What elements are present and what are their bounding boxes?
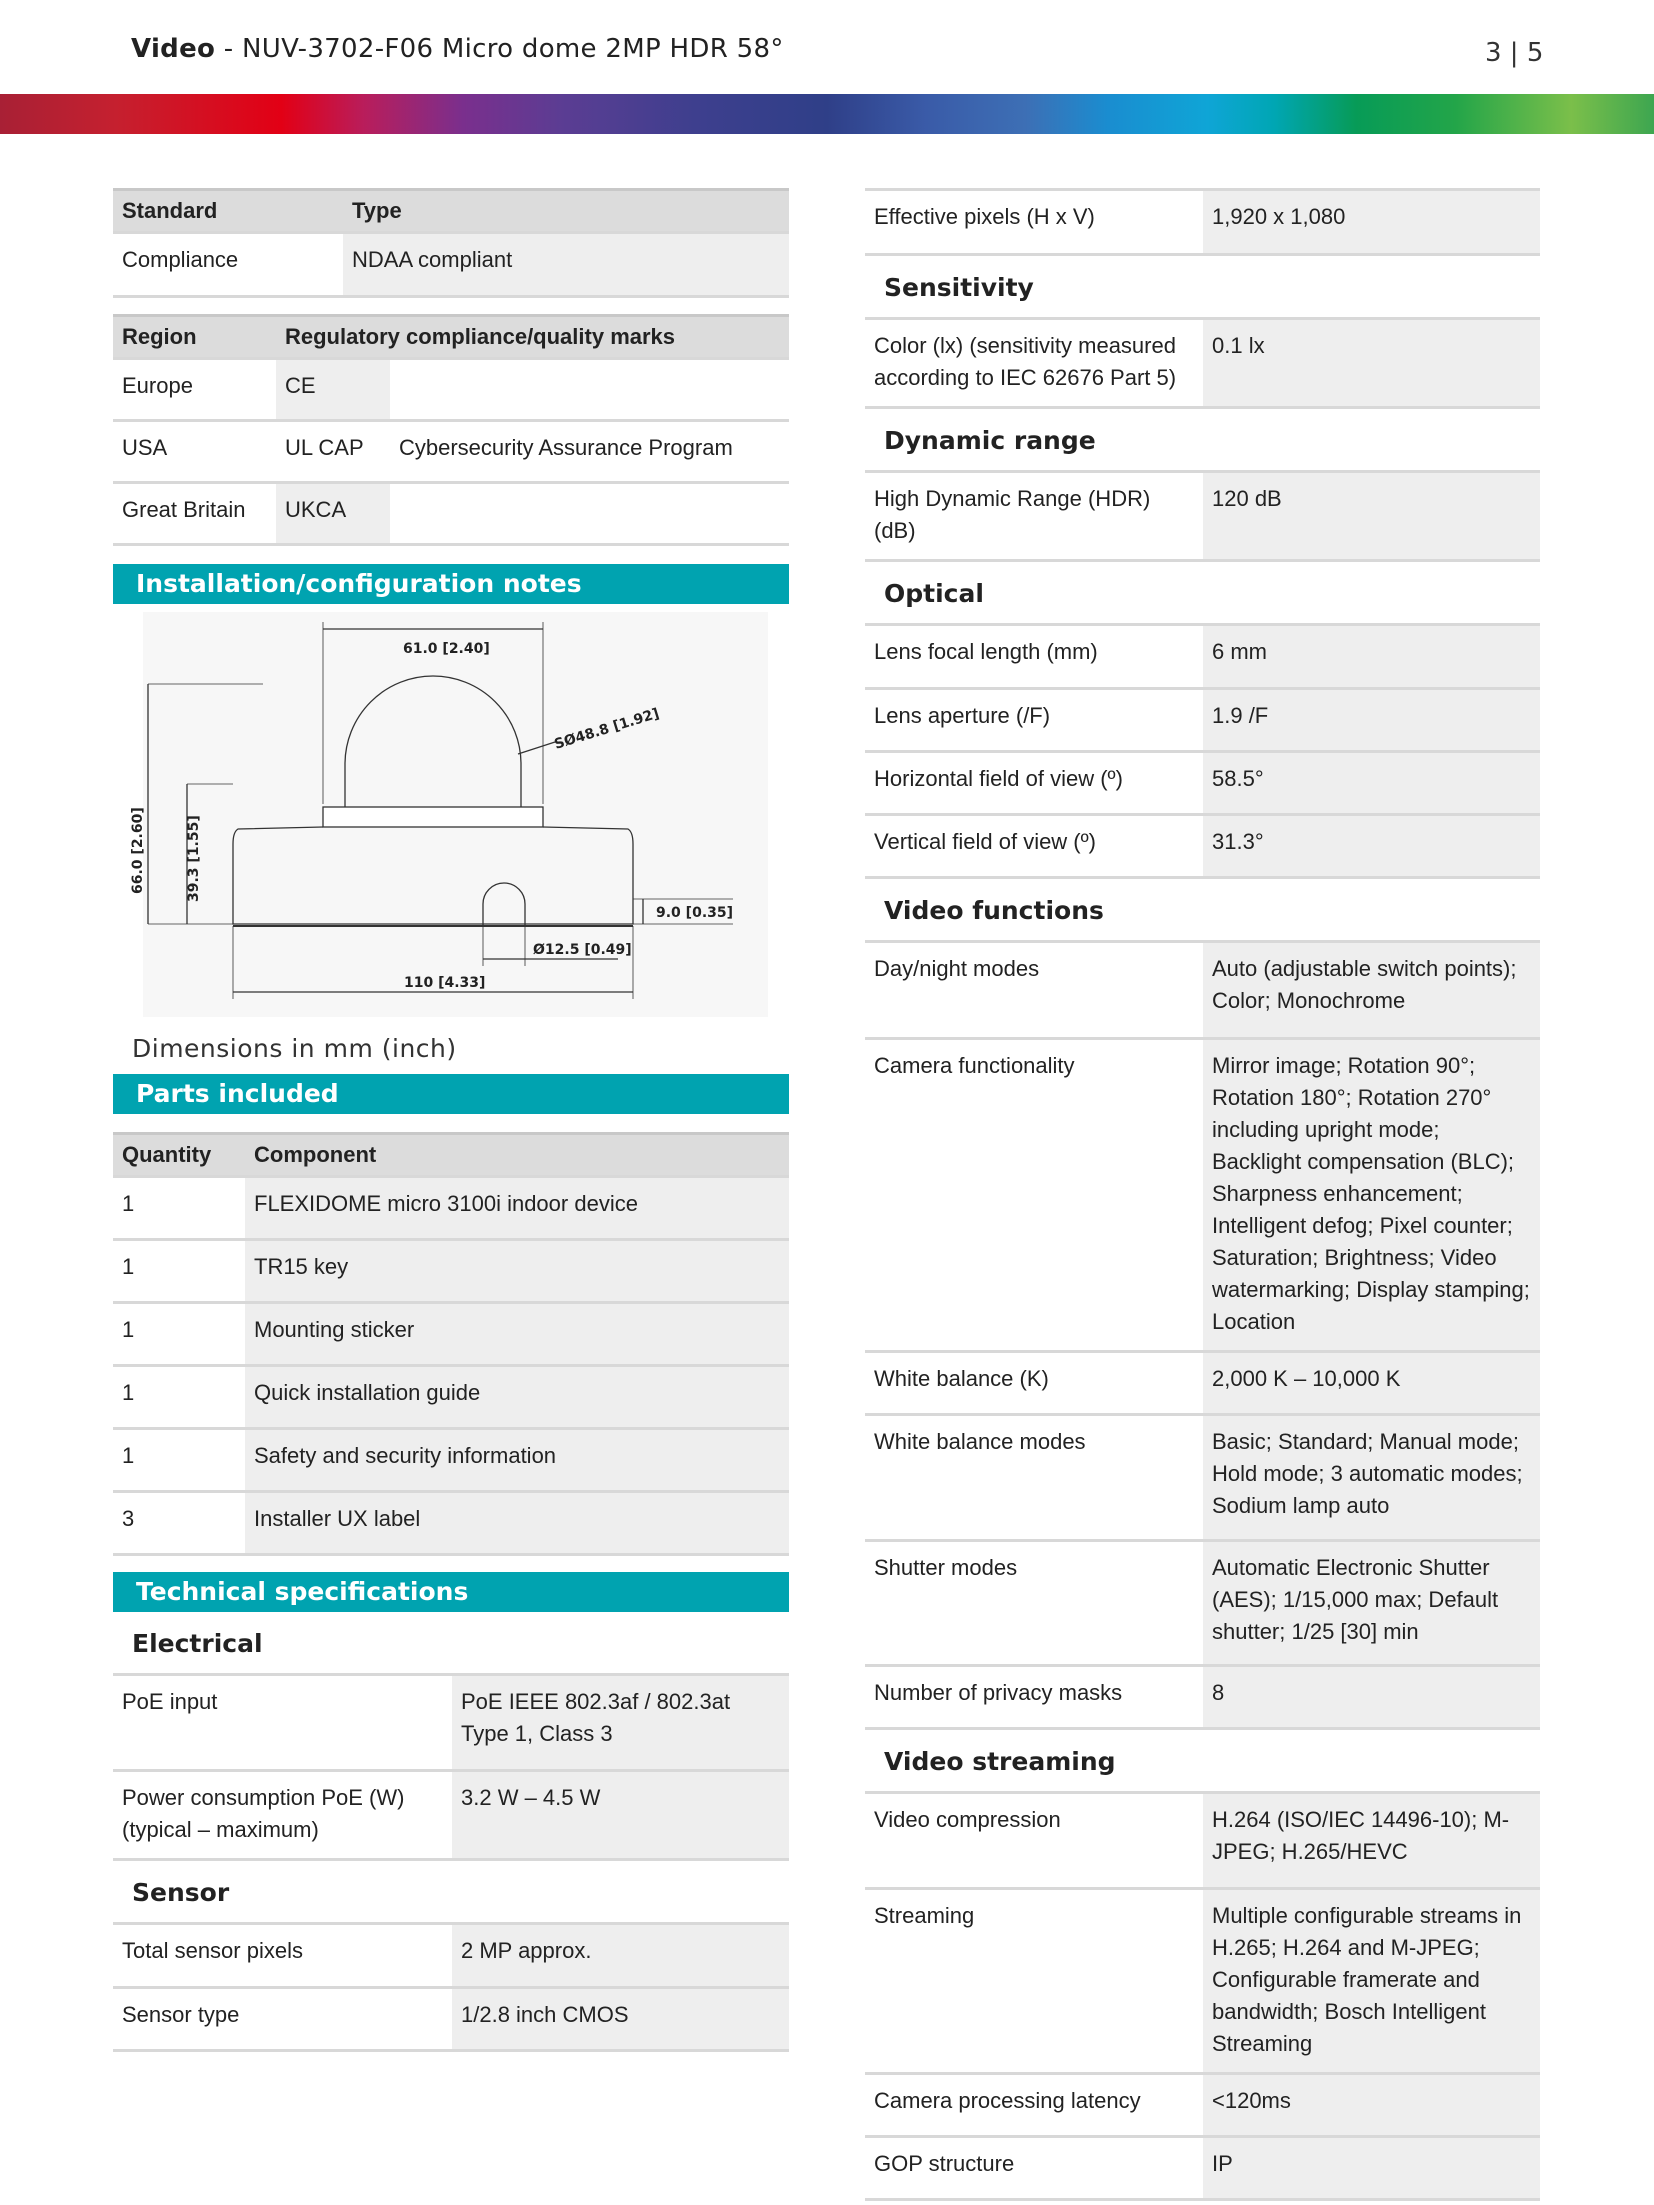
table-cell: Camera processing latency [874, 2088, 1141, 2113]
table-row [113, 1429, 789, 1492]
table-row [113, 359, 789, 421]
dim-side: 9.0 [0.35] [656, 905, 734, 921]
table-row [113, 1303, 789, 1366]
table-cell: NDAA compliant [343, 233, 789, 297]
table-row [865, 689, 1540, 752]
table-cell: 58.5° [1203, 752, 1540, 815]
table-cell: 120 dB [1203, 473, 1540, 561]
table-row [113, 1177, 789, 1240]
table-cell: Cybersecurity Assurance Program [399, 435, 733, 460]
table-cell: TR15 key [245, 1240, 789, 1303]
table-cell: <120ms [1203, 2074, 1540, 2137]
effective-pixels-table [865, 191, 1540, 256]
video-functions-title: Video functions [865, 879, 1540, 943]
table-cell: Mounting sticker [245, 1303, 789, 1366]
table-row [113, 1988, 789, 2051]
table-row [865, 752, 1540, 815]
table-row [865, 626, 1540, 689]
table-cell: Color (lx) (sensitivity measured according to IEC 62676 Part 5) [874, 332, 1177, 390]
dim-dome: SØ48.8 [1.92] [552, 705, 662, 753]
table-header: Quantity [113, 1134, 245, 1177]
brand-color-band [0, 94, 1654, 134]
table-cell: 1,920 x 1,080 [1203, 191, 1540, 254]
video-streaming-title: Video streaming [865, 1730, 1540, 1794]
table-cell: Lens aperture (/F) [874, 703, 1051, 728]
table-cell: Auto (adjustable switch points); Color; Monochrome [1203, 943, 1540, 1038]
table-row [865, 2074, 1540, 2137]
table-cell: Mirror image; Rotation 90°; Rotation 180°; Rotation 270° including upright mode; Backlight compensation (BLC); Sharpness enhancement; Intelligent defog; Pixel counter; Saturation; Brightness; Video watermarking; Display stamping; Location [1203, 1038, 1540, 1351]
table-row [113, 233, 789, 297]
table-cell: Day/night modes [874, 956, 1040, 981]
dimension-drawing [113, 604, 789, 1024]
table-cell: Installer UX label [245, 1492, 789, 1555]
dim-base: 110 [4.33] [404, 975, 486, 991]
table-cell: 6 mm [1203, 626, 1540, 689]
table-row [865, 1351, 1540, 1414]
header-category: Video [131, 34, 216, 64]
table-cell: Streaming [874, 1903, 975, 1928]
table-cell: 8 [1203, 1665, 1540, 1728]
table-row [865, 943, 1540, 1038]
table-cell: 1 [122, 1443, 135, 1468]
table-cell: 1 [122, 1254, 135, 1279]
table-cell: Effective pixels (H x V) [874, 204, 1095, 229]
video-functions-table [865, 943, 1540, 1730]
table-cell: 3.2 W – 4.5 W [452, 1770, 789, 1859]
table-cell: Quick installation guide [245, 1366, 789, 1429]
table-cell: 31.3° [1203, 815, 1540, 878]
right-column [865, 188, 1540, 2201]
table-row [865, 1414, 1540, 1540]
electrical-title: Electrical [113, 1612, 789, 1676]
table-cell: IP [1203, 2137, 1540, 2200]
table-cell: Total sensor pixels [122, 1937, 303, 1963]
sensitivity-table [865, 320, 1540, 409]
table-cell: 2,000 K – 10,000 K [1203, 1351, 1540, 1414]
sensor-table [113, 1925, 789, 2053]
table-header: Standard [113, 190, 343, 233]
table-cell: Basic; Standard; Manual mode; Hold mode; 3 automatic modes; Sodium lamp auto [1203, 1414, 1540, 1540]
video-streaming-table [865, 1794, 1540, 2202]
table-cell: Camera functionality [874, 1052, 1075, 1078]
table-header: Region [113, 316, 276, 359]
dim-top-width: 61.0 [2.40] [403, 641, 490, 657]
table-cell: 1 [122, 1191, 135, 1216]
table-row [865, 1889, 1540, 2074]
sensitivity-title: Sensitivity [865, 256, 1540, 320]
table-cell: GOP structure [874, 2151, 1015, 2176]
table-row [113, 1676, 789, 1770]
table-cell: Great Britain [122, 497, 246, 522]
table-cell: FLEXIDOME micro 3100i indoor device [245, 1177, 789, 1240]
table-row [865, 1665, 1540, 1728]
sensor-title: Sensor [113, 1861, 789, 1925]
optical-title: Optical [865, 562, 1540, 626]
table-header: Regulatory compliance/quality marks [276, 316, 789, 359]
table-row [865, 191, 1540, 254]
table-cell: 1 [122, 1317, 135, 1342]
table-row [113, 1925, 789, 1988]
table-row [113, 1770, 789, 1859]
table-cell: Horizontal field of view (º) [874, 766, 1123, 791]
installation-heading: Installation/configuration notes [113, 564, 789, 604]
table-cell: UL CAP [285, 435, 364, 460]
table-cell: Sensor type [122, 2002, 240, 2027]
table-cell: Power consumption PoE (W) (typical – maximum) [122, 1784, 405, 1842]
table-row [865, 1038, 1540, 1351]
dynamic-range-table [865, 473, 1540, 562]
table-header: Component [245, 1134, 789, 1177]
tech-specs-heading: Technical specifications [113, 1572, 789, 1612]
table-cell: 1/2.8 inch CMOS [452, 1988, 789, 2051]
table-cell: Europe [122, 373, 193, 398]
table-row [113, 483, 789, 545]
table-cell: Video compression [874, 1806, 1061, 1832]
region-table [113, 314, 789, 546]
table-cell: UKCA [276, 483, 390, 545]
table-cell: White balance (K) [874, 1365, 1049, 1391]
table-cell: High Dynamic Range (HDR) (dB) [874, 485, 1151, 543]
table-row [865, 815, 1540, 878]
dynamic-range-title: Dynamic range [865, 409, 1540, 473]
table-cell: 2 MP approx. [452, 1925, 789, 1988]
table-cell: H.264 (ISO/IEC 14496-10); M-JPEG; H.265/HEVC [1203, 1794, 1540, 1889]
optical-table [865, 626, 1540, 880]
table-cell: USA [122, 435, 168, 460]
camera-dimension-drawing [113, 604, 789, 1024]
table-cell: CE [276, 359, 390, 421]
dim-body-height: 39.3 [1.55] [186, 815, 202, 902]
table-header: Type [343, 190, 789, 233]
header-product-title: - NUV-3702-F06 Micro dome 2MP HDR 58° [215, 34, 784, 64]
standard-table [113, 188, 789, 298]
electrical-table [113, 1676, 789, 1861]
table-cell: Compliance [122, 247, 239, 272]
table-cell: 3 [122, 1506, 135, 1531]
table-row [113, 421, 789, 483]
table-row [865, 320, 1540, 408]
table-row [865, 473, 1540, 561]
table-cell: PoE input [122, 1689, 218, 1714]
table-row [113, 1492, 789, 1555]
table-cell: 0.1 lx [1203, 320, 1540, 408]
table-cell: Safety and security information [245, 1429, 789, 1492]
dimensions-caption: Dimensions in mm (inch) [132, 1034, 457, 1063]
table-cell: 1 [122, 1380, 135, 1405]
parts-table [113, 1132, 789, 1556]
table-cell: Lens focal length (mm) [874, 638, 1098, 664]
table-row [865, 1540, 1540, 1665]
page-number: 3 | 5 [1485, 38, 1544, 68]
table-cell: Vertical field of view (º) [874, 829, 1096, 854]
table-cell: Number of privacy masks [874, 1679, 1123, 1705]
table-row [865, 2137, 1540, 2200]
table-cell: Automatic Electronic Shutter (AES); 1/15,000 max; Default shutter; 1/25 [30] min [1203, 1540, 1540, 1665]
table-row [865, 1794, 1540, 1889]
parts-heading: Parts included [113, 1074, 789, 1114]
table-cell: PoE IEEE 802.3af / 802.3at Type 1, Class 3 [452, 1676, 789, 1770]
table-cell [390, 483, 789, 545]
table-row [113, 1366, 789, 1429]
table-cell: White balance modes [874, 1428, 1086, 1454]
table-cell [390, 359, 789, 421]
table-row [113, 1240, 789, 1303]
left-column [113, 188, 789, 2052]
document-header [131, 34, 784, 64]
dim-height: 66.0 [2.60] [130, 807, 146, 894]
dim-hole: Ø12.5 [0.49] [533, 942, 632, 958]
table-cell: Multiple configurable streams in H.265; H.264 and M-JPEG; Configurable framerate and bandwidth; Bosch Intelligent Streaming [1203, 1889, 1540, 2074]
table-cell: Shutter modes [874, 1554, 1018, 1580]
table-cell: 1.9 /F [1203, 689, 1540, 752]
